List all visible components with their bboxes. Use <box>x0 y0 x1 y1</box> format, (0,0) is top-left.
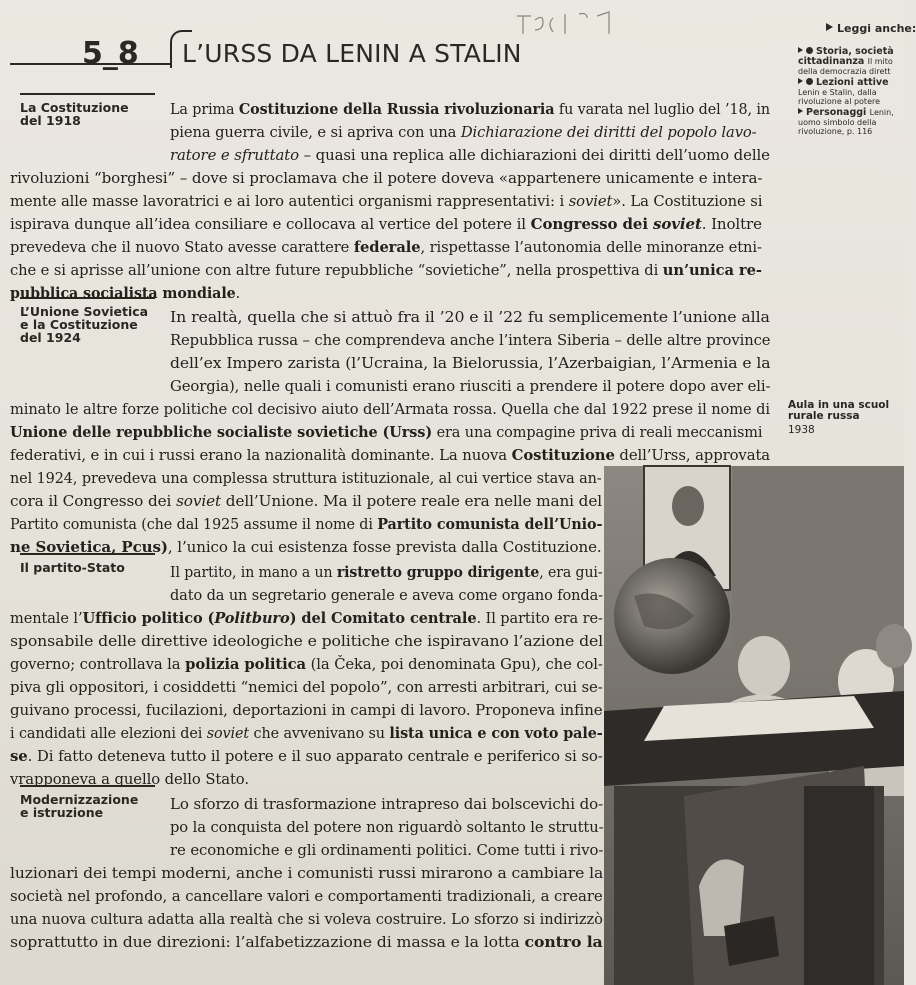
body-line: Unione delle repubbliche socialiste sovietiche (Urss) era una compagine priva di reali meccanismi <box>10 424 763 441</box>
ref-storia-societa[interactable]: Storia, società <box>798 47 904 57</box>
body-line: minato le altre forze politiche col decisivo aiuto dell’Armata rossa. Quella che dal 1922 prese il nome di <box>10 401 770 418</box>
body-line: In realtà, quella che si attuò fra il ’20 e il ’22 fu semplicemente l’unione alla <box>170 309 770 326</box>
chapter-number: 5_8 <box>82 36 139 71</box>
body-line: governo; controllava la polizia politica (la Čeka, poi denominata Gpu), che col- <box>10 656 603 673</box>
body-line: ispirava dunque all’idea consiliare e collocava al vertice del potere il Congresso dei soviet. Inoltre <box>10 216 762 233</box>
bullet-icon <box>806 78 813 85</box>
body-line: ratore e sfruttato – quasi una replica alle dichiarazioni dei diritti dell’uomo delle <box>170 147 770 164</box>
body-line: i candidati alle elezioni dei soviet che avvenivano su lista unica e con voto pale- <box>10 725 603 742</box>
body-line: mente alle masse lavoratrici e ai loro autentici organismi rappresentativi: i soviet». La Costituzione si <box>10 193 763 210</box>
body-line: prevedeva che il nuovo Stato avesse carattere federale, rispettasse l’autonomia delle minoranze etni- <box>10 239 762 256</box>
arrow-icon <box>798 47 803 53</box>
body-line: sponsabile delle direttive ideologiche e politiche che ispiravano l’azione del <box>10 633 604 650</box>
chapter-title: L’URSS DA LENIN A STALIN <box>182 39 522 68</box>
section-label-partito-stato: Il partito-Stato <box>20 553 170 574</box>
body-line: Il partito, in mano a un ristretto gruppo dirigente, era gui- <box>170 564 603 581</box>
body-line: pubblica socialista mondiale. <box>10 285 241 302</box>
leggi-anche-label: Leggi anche: <box>826 22 916 35</box>
arrow-icon <box>798 108 803 114</box>
body-line: guivano processi, fucilazioni, deportazioni in campi di lavoro. Proponeva infine <box>10 702 603 719</box>
section-label-unione-sovietica: L’Unione Sovietica e la Costituzione del 1924 <box>20 297 170 344</box>
body-line: cora il Congresso dei soviet dell’Unione. Ma il potere reale era nelle mani del <box>10 493 603 510</box>
arrow-icon <box>798 78 803 84</box>
section-label-modernizzazione: Modernizzazione e istruzione <box>20 785 170 819</box>
body-line: piva gli oppositori, i cosiddetti “nemici del popolo”, con arresti arbitrari, cui se- <box>10 679 603 696</box>
body-line: società nel profondo, a cancellare valori e comportamenti tradizionali, a creare <box>10 888 603 905</box>
body-line: nel 1924, prevedeva una complessa struttura istituzionale, al cui vertice stava an- <box>10 470 602 487</box>
body-line: ne Sovietica, Pcus), l’unico la cui esistenza fosse prevista dalla Costituzione. <box>10 539 602 556</box>
body-line: rivoluzioni “borghesi” – dove si proclamava che il potere doveva «appartenere unicamente e intera- <box>10 170 763 187</box>
ref-cittadinanza[interactable]: cittadinanza Il mito della democrazia dirett <box>798 56 893 76</box>
body-line: Partito comunista (che dal 1925 assume il nome di Partito comunista dell’Unio- <box>10 516 603 533</box>
body-line: mentale l’Ufficio politico (Politburo) del Comitato centrale. Il partito era re- <box>10 610 603 627</box>
photo-caption: Aula in una scuol rurale russa 1938 <box>788 399 890 436</box>
body-line: Repubblica russa – che comprendeva anche l’intera Siberia – delle altre province <box>170 332 771 349</box>
section-rule <box>20 93 155 95</box>
body-line: re economiche e gli ordinamenti politici. Come tutti i rivo- <box>170 842 604 859</box>
body-line: Lo sforzo di trasformazione intrapreso dai bolscevichi do- <box>170 796 604 813</box>
body-line: una nuova cultura adatta alla realtà che si voleva costruire. Lo sforzo si indirizzò <box>10 911 603 928</box>
body-line: po la conquista del potere non riguardò soltanto le struttu- <box>170 819 604 836</box>
side-references <box>798 47 904 138</box>
body-line: federativi, e in cui i russi erano la nazionalità dominante. La nuova Costituzione dell’Urss, approvata <box>10 447 771 464</box>
section-label-costituzione-1918: La Costituzione del 1918 <box>20 93 170 127</box>
body-line: se. Di fatto deteneva tutto il potere e il suo apparato centrale e periferico si so- <box>10 748 603 765</box>
pencil-scribble <box>513 8 623 38</box>
ref-personaggi[interactable]: Personaggi Lenin, uomo simbolo della rivoluzione, p. 116 <box>798 107 894 136</box>
body-line: piena guerra civile, e si apriva con una Dichiarazione dei diritti del popolo lavo- <box>170 124 757 141</box>
arrow-icon <box>826 23 833 31</box>
body-line: vrapponeva a quello dello Stato. <box>10 771 249 788</box>
body-line: luzionari dei tempi moderni, anche i comunisti russi mirarono a cambiare la <box>10 865 604 882</box>
body-line: dell’ex Impero zarista (l’Ucraina, la Bielorussia, l’Azerbaigian, l’Armenia e la <box>170 355 771 372</box>
body-line: La prima Costituzione della Russia rivoluzionaria fu varata nel luglio del ’18, in <box>170 101 770 118</box>
ref-lezioni-attive[interactable]: Lezioni attive Lenin e Stalin, dalla rivoluzione al potere <box>798 77 889 106</box>
body-line: dato da un segretario generale e aveva come organo fonda- <box>170 587 603 604</box>
bullet-icon <box>806 47 813 54</box>
classroom-photo <box>604 466 904 985</box>
body-line: soprattutto in due direzioni: l’alfabetizzazione di massa e la lotta contro la <box>10 934 603 951</box>
body-line: che e si aprisse all’unione con altre future repubbliche “sovietiche”, nella prospettiva di un’unica re- <box>10 262 762 279</box>
body-line: Georgia), nelle quali i comunisti erano riusciti a prendere il potere dopo aver eli- <box>170 378 771 395</box>
